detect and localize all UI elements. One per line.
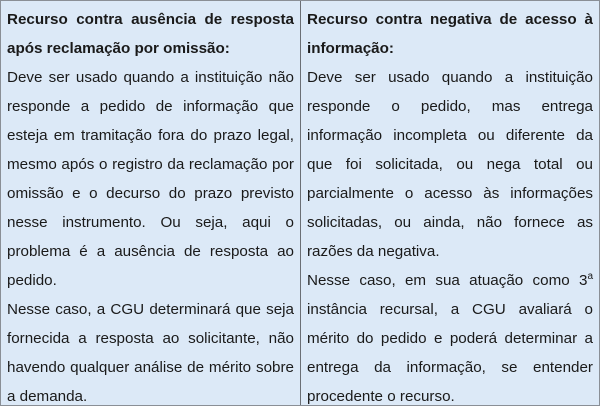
right-column-paragraph-1: Deve ser usado quando a instituição responde o pedido, mas entrega informação incompleta ou diferente da que foi solicitada, ou nega total ou parcialmente o acesso às informações solicitadas, ou ainda, não fornece as razões da negativa. — [307, 69, 593, 260]
ordinal-superscript: a — [587, 270, 593, 282]
right-paragraph-2-text-after: instância recursal, a CGU avaliará o mérito do pedido e poderá determinar a entrega da informação, se entender procedente o recurso. — [307, 301, 593, 405]
left-column-paragraph-1: Deve ser usado quando a instituição não responde a pedido de informação que esteja em tramitação fora do prazo legal, mesmo após o registro da reclamação por omissão e o decurso do prazo previsto nesse instrumento. Ou seja, aqui o problema é a ausência de resposta ao pedido. — [7, 69, 294, 289]
right-column-heading: Recurso contra negativa de acesso à informação: — [307, 11, 593, 57]
right-column-paragraph-2 — [307, 266, 593, 405]
left-column-heading: Recurso contra ausência de resposta após reclamação por omissão: — [7, 11, 294, 57]
right-paragraph-2-text-before: Nesse caso, em sua atuação como 3 — [307, 272, 588, 289]
left-column-paragraph-2: Nesse caso, a CGU determinará que seja fornecida a resposta ao solicitante, não havendo qualquer análise de mérito sobre a demanda. — [7, 301, 294, 405]
right-column — [301, 1, 599, 405]
left-column — [1, 1, 301, 405]
